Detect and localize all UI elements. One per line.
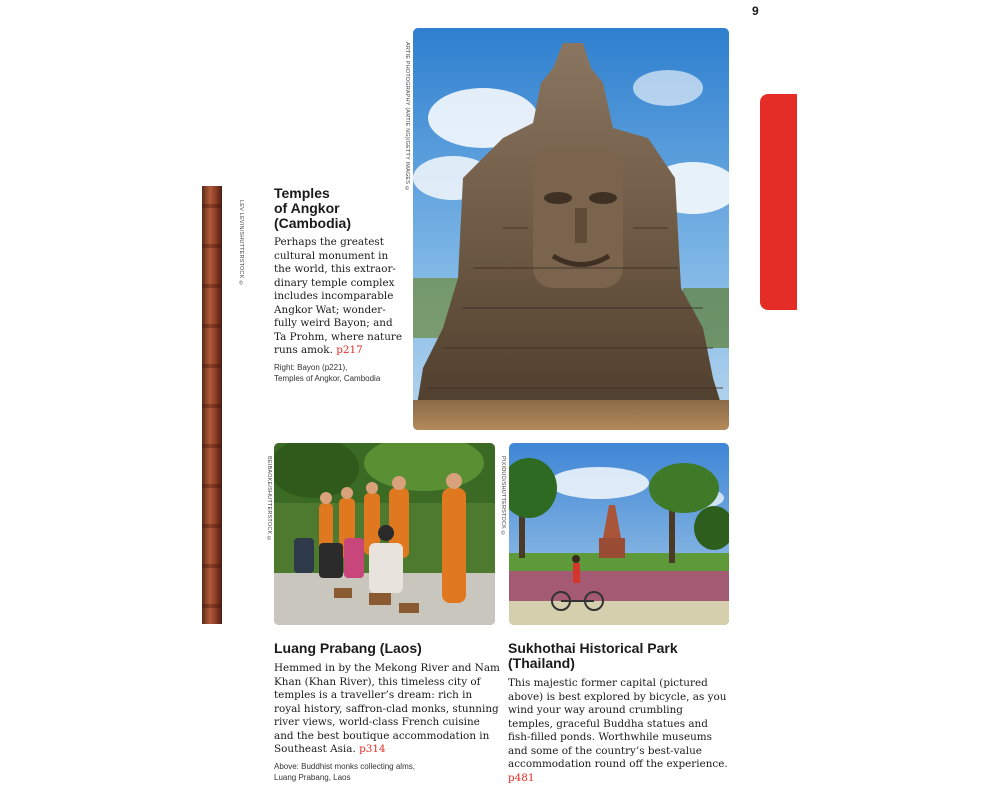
luang-page-reference[interactable]: p314 xyxy=(359,743,386,755)
sukhothai-photo xyxy=(509,443,729,625)
luang-caption xyxy=(274,761,500,783)
page-number: 9 xyxy=(752,4,759,18)
angkor-section xyxy=(274,186,402,384)
sukhothai-title-line: (Thailand) xyxy=(508,655,575,671)
sukhothai-photo-graphic xyxy=(509,443,729,625)
luang-body: Hemmed in by the Mekong River and Nam Khan (Khan River), this timeless city of temples is a traveller’s dream: rich in royal history, saffron-clad monks, stunning river views, world-class French cuisine and the best boutique accommodation in Southeast Asia. xyxy=(274,662,500,755)
angkor-title-line: Temples xyxy=(274,185,330,201)
caption-line: Right: Bayon (p221), xyxy=(274,362,348,372)
sukhothai-page-reference[interactable]: p481 xyxy=(508,771,535,784)
angkor-title-line: of Angkor xyxy=(274,200,340,216)
angkor-description xyxy=(274,236,402,358)
luang-description xyxy=(274,662,500,757)
angkor-title xyxy=(274,186,402,231)
photo-credit-luang: BEIBAOKE/SHUTTERSTOCK © xyxy=(266,456,272,543)
photo-credit-sukhothai: PIXIDUO/SHUTTERSTOCK © xyxy=(500,456,506,537)
monks-alms-photo-graphic xyxy=(274,443,495,625)
angkor-title-line: (Cambodia) xyxy=(274,215,351,231)
luang-prabang-section xyxy=(274,641,500,783)
sukhothai-title xyxy=(508,641,730,671)
sukhothai-section xyxy=(508,641,730,785)
sukhothai-title-line: Sukhothai Historical Park xyxy=(508,640,678,656)
bayon-photo xyxy=(413,28,729,430)
temple-carving-strip-image xyxy=(202,186,222,624)
chapter-tab xyxy=(760,94,797,310)
angkor-body: Perhaps the greatest cultural monument in the world, this extraor- dinary temple complex includes incomparable Angkor Wat; wonder- fully weird Bayon; and Ta Prohm, where nature runs amok. xyxy=(274,236,403,356)
angkor-page-reference[interactable]: p217 xyxy=(336,344,363,356)
sukhothai-body: This majestic former capital (pictured above) is best explored by bicycle, as you wind your way around crumbling temples, graceful Buddha statues and fish-filled ponds. Worthwhile museums and some of the country’s best-value accommodation round off the experience. xyxy=(508,677,728,770)
caption-line: Temples of Angkor, Cambodia xyxy=(274,373,381,383)
caption-line: Luang Prabang, Laos xyxy=(274,772,351,782)
photo-credit-angkor: ARTIE PHOTOGRAPHY (ARTIE NG)/GETTY IMAGES © xyxy=(404,42,410,193)
photo-credit-strip: LEV LEVIN/SHUTTERSTOCK © xyxy=(238,200,244,287)
bayon-photo-graphic xyxy=(413,28,729,430)
luang-title: Luang Prabang (Laos) xyxy=(274,640,422,656)
angkor-caption xyxy=(274,362,402,384)
monks-alms-photo xyxy=(274,443,495,625)
caption-line: Above: Buddhist monks collecting alms, xyxy=(274,761,415,771)
sukhothai-description xyxy=(508,677,730,785)
